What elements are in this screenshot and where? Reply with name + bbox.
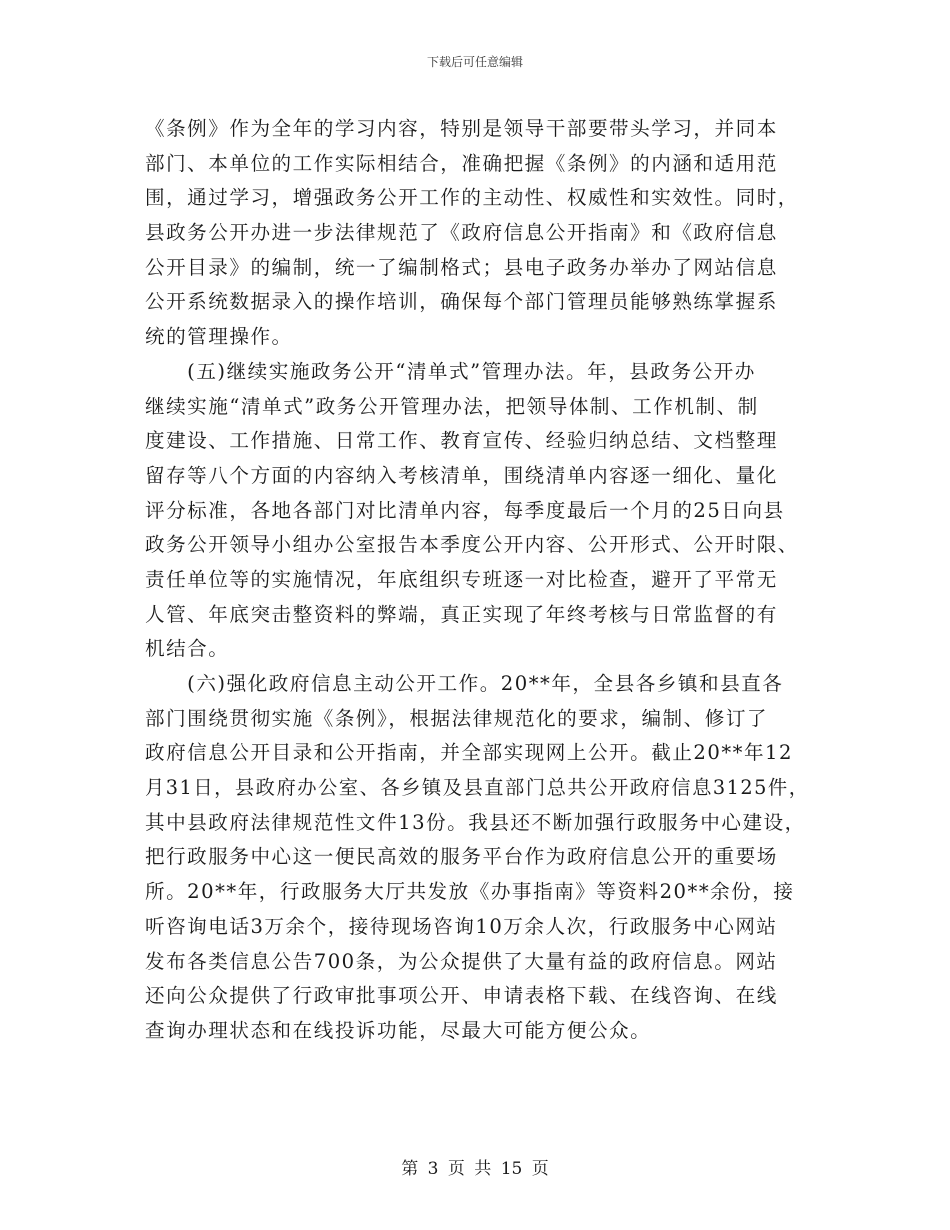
text-line: 度建设、工作措施、日常工作、教育宣传、经验归纳总结、文档整理 (145, 429, 778, 453)
text-line: 《条例》作为全年的学习内容，特别是领导干部要带头学习，并同本 (145, 117, 778, 140)
text-line: 围，通过学习，增强政务公开工作的主动性、权威性和实效性。同时， (145, 186, 799, 210)
document-body (145, 112, 817, 1049)
text-line: 机结合。 (145, 637, 230, 661)
text-line: 还向公众提供了行政审批事项公开、申请表格下载、在线咨询、在线 (145, 984, 778, 1008)
text-line: 县政务公开办进一步法律规范了《政府信息公开指南》和《政府信息 (145, 221, 778, 245)
page-header: 下载后可任意编辑 (426, 55, 523, 69)
text-line: 所。20**年，行政服务大厅共发放《办事指南》等资料20**余份，接 (145, 880, 795, 904)
text-line: (五)继续实施政务公开“清单式”管理办法。年，县政务公开办 (145, 359, 756, 383)
text-line: 公开系统数据录入的操作培训，确保每个部门管理员能够熟练掌握系 (145, 290, 778, 314)
text-line: 发布各类信息公告700条，为公众提供了大量有益的政府信息。网站 (145, 949, 778, 973)
text-line: 部门、本单位的工作实际相结合，准确把握《条例》的内涵和适用范 (145, 151, 778, 175)
text-line: 把行政服务中心这一便民高效的服务平台作为政府信息公开的重要场 (145, 845, 778, 869)
text-line: 公开目录》的编制，统一了编制格式；县电子政务办举办了网站信息 (145, 255, 778, 279)
text-line: (六)强化政府信息主动公开工作。20**年，全县各乡镇和县直各 (145, 672, 784, 695)
text-line: 人管、年底突击整资料的弊端，真正实现了年终考核与日常监督的有 (145, 602, 778, 626)
text-line: 责任单位等的实施情况，年底组织专班逐一对比检查，避开了平常无 (145, 567, 778, 591)
text-line: 听咨询电话3万余个，接待现场咨询10万余人次，行政服务中心网站 (145, 914, 778, 938)
text-line: 评分标准，各地各部门对比清单内容，每季度最后一个月的25日向县 (145, 498, 785, 522)
text-line: 部门围绕贯彻实施《条例》，根据法律规范化的要求，编制、修订了 (145, 706, 769, 730)
text-line: 留存等八个方面的内容纳入考核清单，围绕清单内容逐一细化、量化 (145, 463, 778, 487)
text-line: 统的管理操作。 (145, 325, 293, 349)
text-line: 其中县政府法律规范性文件13份。我县还不断加强行政服务中心建设， (145, 810, 806, 834)
text-line: 政务公开领导小组办公室报告本季度公开内容、公开形式、公开时限、 (145, 533, 799, 557)
text-line: 政府信息公开目录和公开指南，并全部实现网上公开。截止20**年12 (145, 741, 793, 765)
text-line: 继续实施“清单式”政务公开管理办法，把领导体制、工作机制、制 (145, 394, 759, 418)
page-number: 第 3 页 共 15 页 (401, 1159, 549, 1179)
text-line: 查询办理状态和在线投诉功能，尽最大可能方便公众。 (145, 1018, 652, 1042)
text-line: 月31日，县政府办公室、各乡镇及县直部门总共公开政府信息3125件， (145, 776, 810, 800)
